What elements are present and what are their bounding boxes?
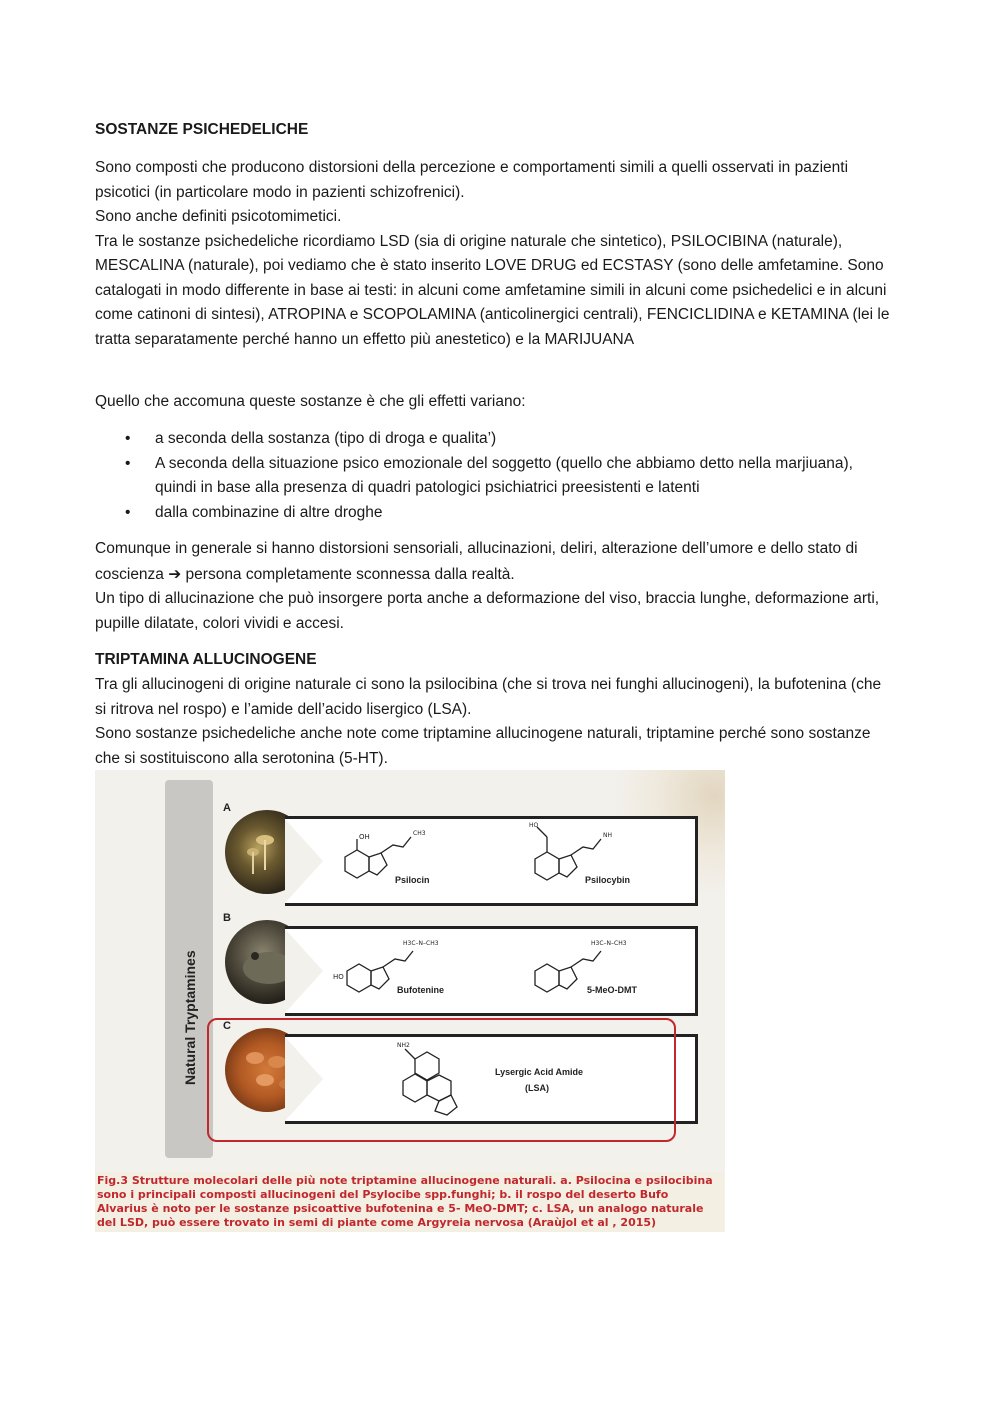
list-item: • a seconda della sostanza (tipo di droga e qualita’): [125, 430, 497, 447]
list-item: • dalla combinazine di altre droghe: [125, 503, 383, 521]
molecule-box: [285, 926, 698, 1016]
effects-paragraph: Comunque in generale si hanno distorsioni sensoriali, allucinazioni, deliri, alterazione dell’umore e dello stato di coscienza ➔ persona completamente sconnessa dalla realtà. Un tipo di allucinazione che può insorgere porta anche a deformazione del viso, braccia lunghe, deformazione arti, pupille dilatate, colori vividi e accesi.: [95, 540, 880, 632]
tryptamine-paragraph: Tra gli allucinogeni di origine naturale ci sono la psilocibina (che si trova nei funghi allucinogeni), la bufotenina (che si ritrova nel rospo) e l’amide dell’acido lisergico (LSA). Sono sostanze psichedeliche anche note come triptamine allucinogene naturali, triptamine perché sono sostanze che si sostituiscono alla serotonina (5-HT).: [95, 676, 882, 767]
effects-list: [95, 427, 895, 525]
panel-b: [223, 912, 715, 1020]
effects-intro: Quello che accomuna queste sostanze è che gli effetti variano:: [95, 393, 526, 410]
molecule-label: (LSA): [525, 1083, 549, 1093]
list-item: • A seconda della situazione psico emozionale del soggetto (quello che abbiamo detto nella marjiuana), quindi in base alla presenza di quadri patologici psichiatrici preesistenti e latenti: [125, 454, 853, 496]
molecule-structures: [285, 819, 695, 903]
svg-text:CH3: CH3: [413, 830, 426, 837]
section-title: SOSTANZE PSICHEDELICHE: [95, 121, 309, 138]
molecule-structures: [285, 929, 695, 1013]
panel-letter: C: [223, 1020, 231, 1032]
molecule-label: 5-MeO-DMT: [587, 985, 637, 995]
svg-text:H3C–N–CH3: H3C–N–CH3: [591, 940, 627, 947]
panel-letter: A: [223, 802, 231, 814]
molecule-label: Psilocybin: [585, 875, 631, 885]
section-title: TRIPTAMINA ALLUCINOGENE: [95, 651, 317, 668]
svg-text:OH: OH: [359, 833, 370, 841]
svg-text:Natural Tryptamines: Natural Tryptamines: [182, 950, 198, 1085]
molecule-label: Bufotenine: [397, 985, 444, 995]
figure-caption: Fig.3 Strutture molecolari delle più note triptamine allucinogene naturali. a. Psilocina e psilocibina sono i principali composti allucinogeni del Psylocibe spp.funghi; b. il rospo del deserto Bufo Alvarius è noto per le sostanze psicoattive bufotenina e 5- MeO-DMT; c. LSA, un analogo naturale del LSD, può essere trovato in semi di piante come Argyreia nervosa (Araùjol et al , 2015): [95, 1172, 724, 1232]
intro-paragraph: Sono composti che producono distorsioni della percezione e comportamenti simili a quelli osservati in pazienti psicotici (in particolare modo in pazienti schizofrenici). Sono anche definiti psicotomimetici. Tra le sostanze psichedeliche ricordiamo LSD (sia di origine naturale che sintetico), PSILOCIBINA (naturale), MESCALINA (naturale), poi vediamo che è stato inserito LOVE DRUG ed ECSTASY (sono delle amfetamine. Sono catalogati in modo differente in base ai testi: in alcuni come amfetamine simili in alcuni come psichedelici e in alcuni come catinoni di sintesi), ATROPINA e SCOPOLAMINA (anticolinergici centrali), FENCICLIDINA e KETAMINA (lei le tratta separatamente perché hanno un effetto più anestetico) e la MARIJUANA: [95, 159, 890, 348]
svg-text:HO: HO: [333, 973, 344, 981]
svg-text:NH2: NH2: [397, 1042, 410, 1049]
highlight-frame: [207, 1018, 676, 1142]
svg-text:NH: NH: [603, 832, 612, 839]
panel-letter: B: [223, 912, 231, 924]
arrow-icon: ➔: [168, 564, 182, 583]
molecule-label: Psilocin: [395, 875, 430, 885]
molecule-label: Lysergic Acid Amide: [495, 1067, 584, 1077]
panel-a: [223, 802, 715, 910]
svg-text:H3C–N–CH3: H3C–N–CH3: [403, 940, 439, 947]
svg-text:HO: HO: [529, 822, 539, 829]
tryptamine-figure: [95, 770, 725, 1232]
molecule-box: [285, 816, 698, 906]
